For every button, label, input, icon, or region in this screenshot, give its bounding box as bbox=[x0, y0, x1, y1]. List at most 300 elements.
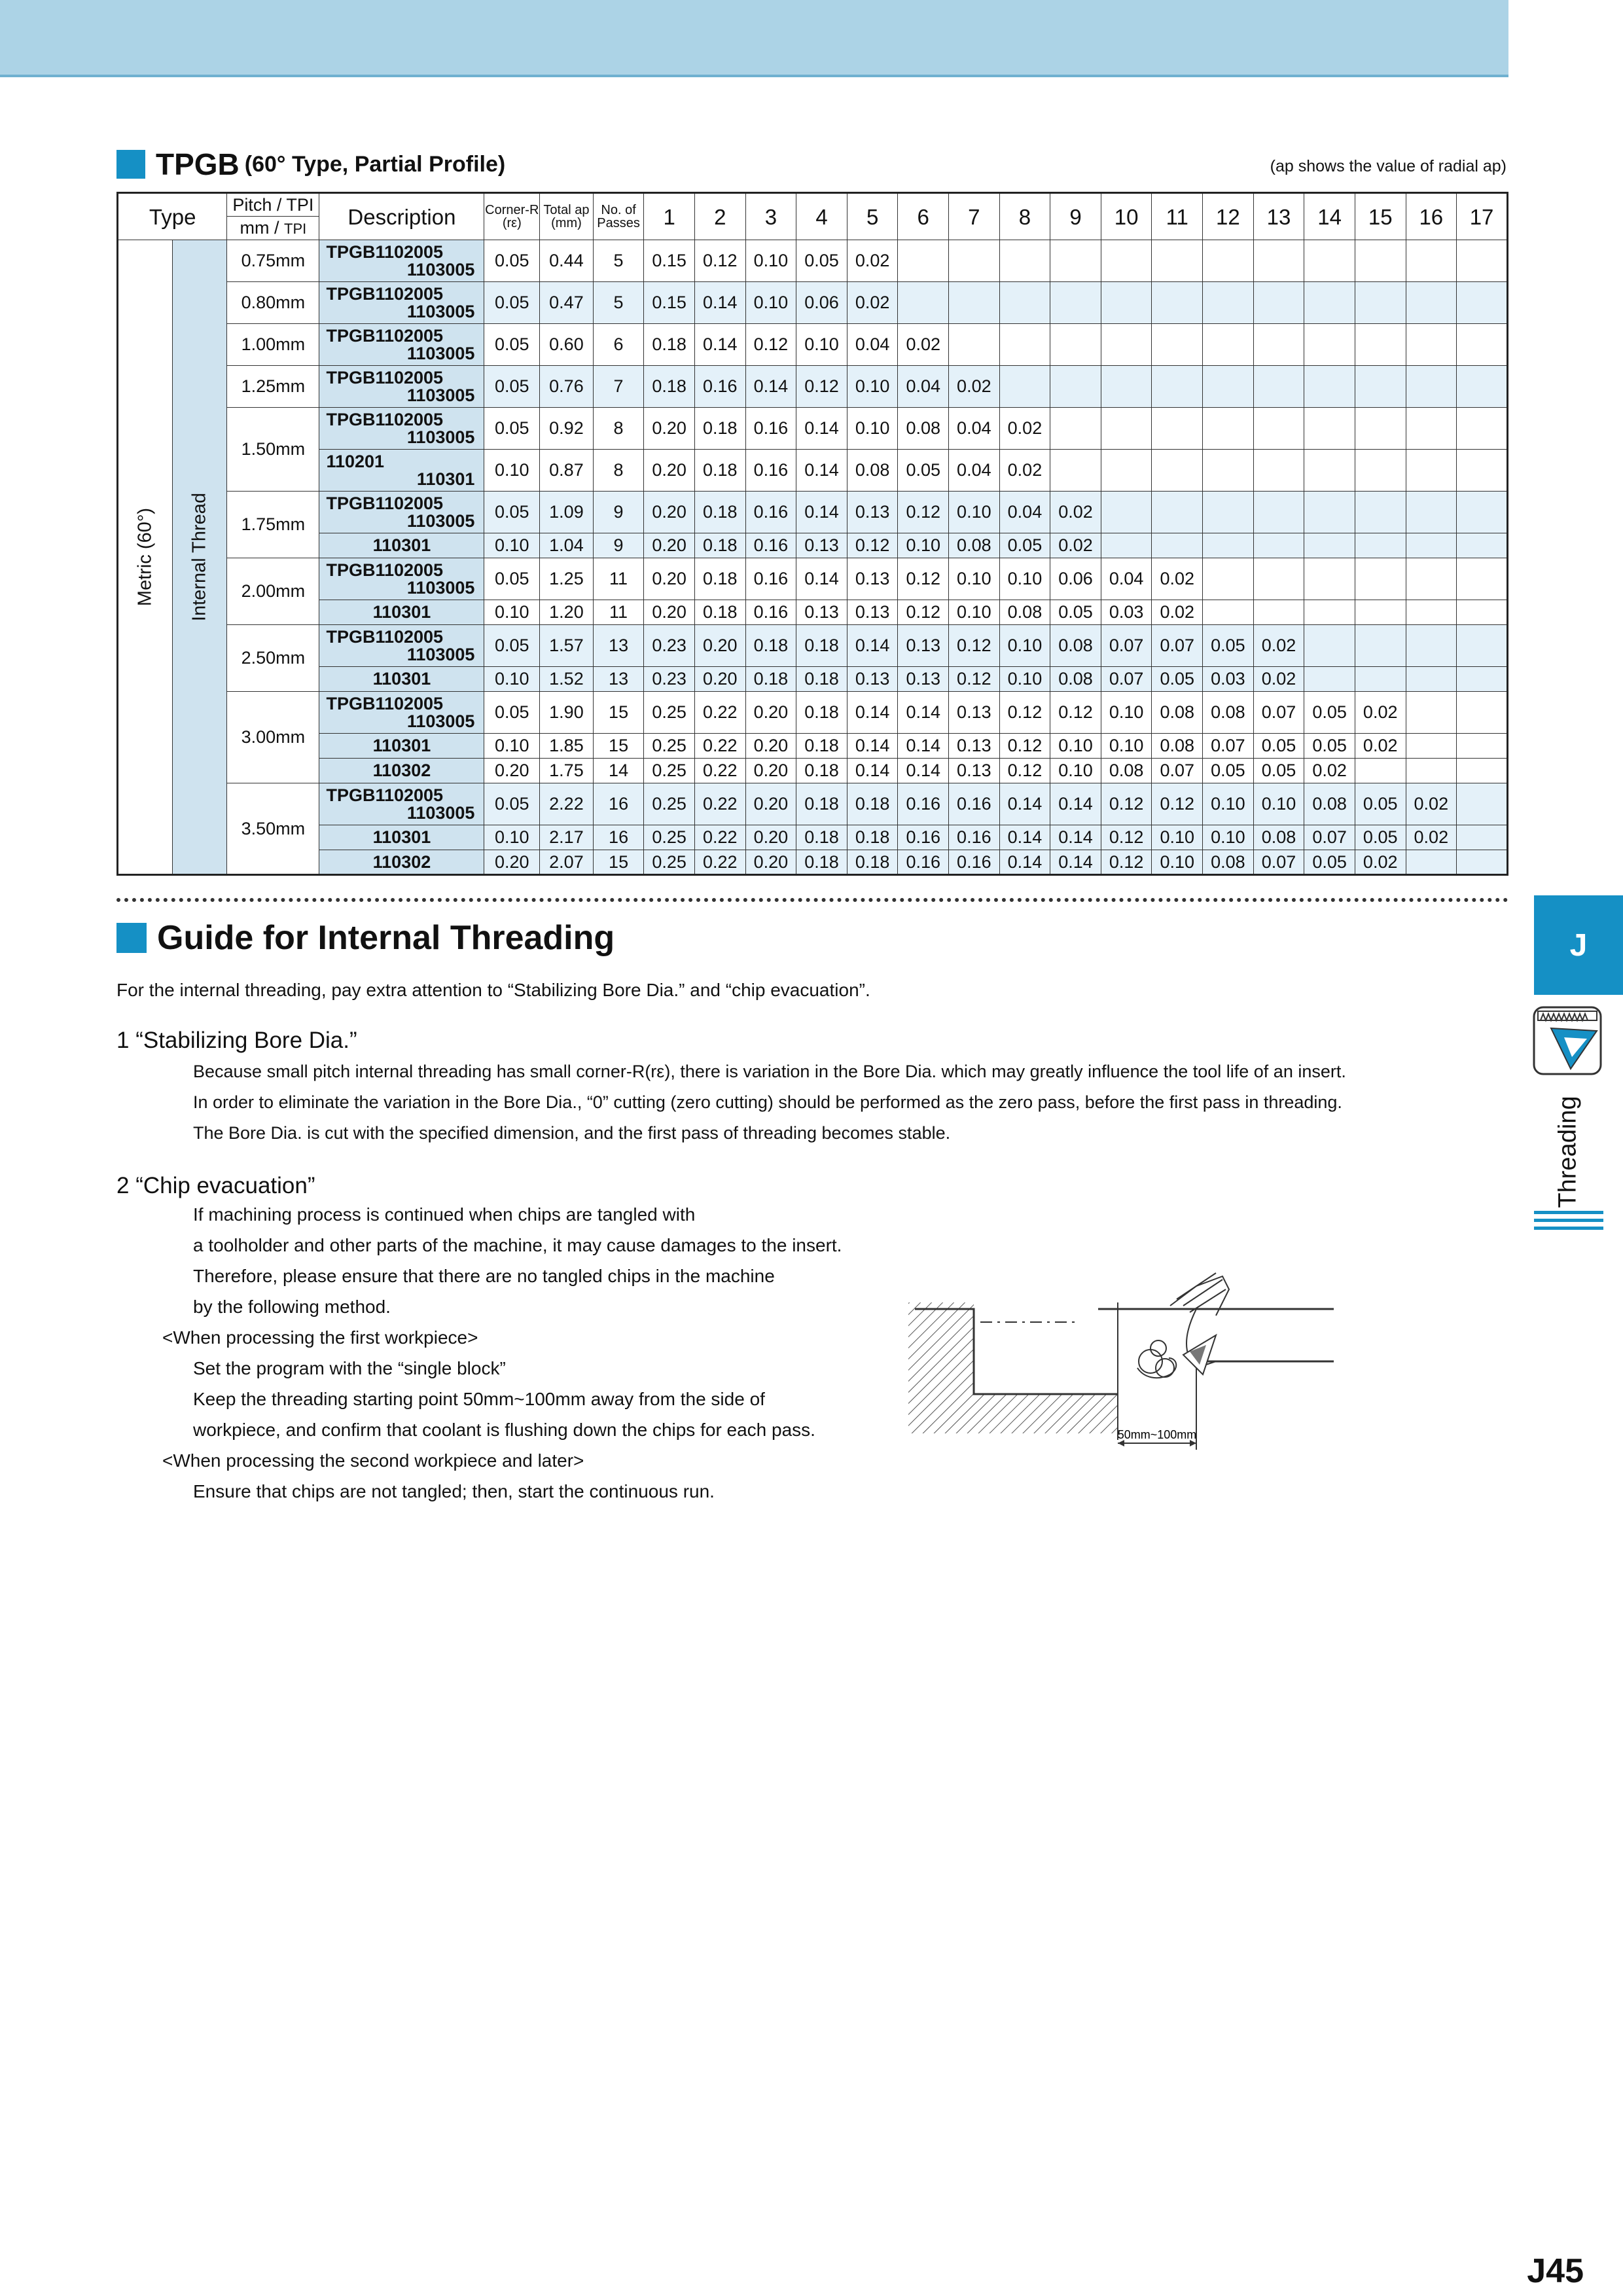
pass-value-cell: 0.12 bbox=[898, 600, 949, 625]
corner-r-cell: 0.05 bbox=[484, 492, 540, 533]
description-line2: 1103005 bbox=[406, 343, 475, 363]
total-ap-cell: 2.22 bbox=[540, 783, 594, 825]
pass-value-cell bbox=[1355, 533, 1406, 558]
type-metric-cell bbox=[118, 240, 173, 875]
chip-evacuation-diagram bbox=[908, 1270, 1334, 1466]
pass-value-cell bbox=[1203, 240, 1254, 282]
pass-value-cell: 0.14 bbox=[999, 783, 1050, 825]
pass-value-cell: 0.08 bbox=[898, 408, 949, 450]
pass-value-cell: 0.18 bbox=[847, 825, 898, 850]
passes-cell: 9 bbox=[593, 533, 644, 558]
pass-value-cell: 0.04 bbox=[1101, 558, 1152, 600]
pass-value-cell: 0.08 bbox=[847, 450, 898, 492]
corner-r-cell: 0.10 bbox=[484, 734, 540, 759]
pass-value-cell: 0.02 bbox=[949, 366, 1000, 408]
header-pass-5: 5 bbox=[847, 193, 898, 240]
pass-value-cell: 0.08 bbox=[1101, 759, 1152, 783]
pass-value-cell: 0.25 bbox=[644, 783, 695, 825]
pass-value-cell: 0.07 bbox=[1152, 625, 1203, 667]
type-internal-label: Internal Thread bbox=[188, 492, 210, 622]
pass-value-cell: 0.12 bbox=[1152, 783, 1203, 825]
guide-intro: For the internal threading, pay extra attention to “Stabilizing Bore Dia.” and “chip evacuation”. bbox=[116, 980, 870, 1000]
pass-value-cell: 0.22 bbox=[694, 692, 745, 734]
table-row bbox=[118, 492, 1508, 533]
pass-value-cell bbox=[1304, 492, 1355, 533]
pass-value-cell bbox=[1457, 667, 1508, 692]
first-workpiece-line: Keep the threading starting point 50mm~100mm away from the side of bbox=[193, 1389, 765, 1409]
pass-value-cell: 0.18 bbox=[644, 324, 695, 366]
pitch-cell: 1.50mm bbox=[227, 408, 319, 492]
header-total-ap: Total ap (mm) bbox=[540, 193, 594, 240]
pass-value-cell: 0.16 bbox=[949, 825, 1000, 850]
first-workpiece-title: <When processing the first workpiece> bbox=[162, 1327, 478, 1348]
header-pass-13: 13 bbox=[1253, 193, 1304, 240]
header-pass-4: 4 bbox=[796, 193, 847, 240]
pass-value-cell: 0.16 bbox=[898, 783, 949, 825]
pass-value-cell bbox=[1355, 282, 1406, 324]
pass-value-cell bbox=[1355, 450, 1406, 492]
pass-value-cell bbox=[1355, 240, 1406, 282]
description-cell bbox=[319, 282, 484, 324]
pass-value-cell: 0.05 bbox=[1253, 759, 1304, 783]
pass-value-cell: 0.08 bbox=[1050, 625, 1101, 667]
pass-value-cell: 0.16 bbox=[745, 492, 796, 533]
second-workpiece-line: Ensure that chips are not tangled; then, start the continuous run. bbox=[193, 1481, 715, 1501]
table-row bbox=[118, 825, 1508, 850]
first-workpiece-line: workpiece, and confirm that coolant is flushing down the chips for each pass. bbox=[193, 1420, 815, 1440]
pitch-cell: 0.75mm bbox=[227, 240, 319, 282]
description-line2: 1103005 bbox=[406, 711, 475, 731]
pass-value-cell: 0.18 bbox=[694, 450, 745, 492]
pass-value-cell: 0.18 bbox=[847, 783, 898, 825]
pass-value-cell bbox=[1050, 324, 1101, 366]
pass-value-cell: 0.16 bbox=[745, 558, 796, 600]
corner-r-cell: 0.10 bbox=[484, 825, 540, 850]
pass-value-cell: 0.20 bbox=[694, 667, 745, 692]
pass-value-cell bbox=[1304, 533, 1355, 558]
header-pass-6: 6 bbox=[898, 193, 949, 240]
pass-value-cell: 0.18 bbox=[694, 600, 745, 625]
pass-value-cell: 0.10 bbox=[1101, 692, 1152, 734]
pass-value-cell: 0.25 bbox=[644, 850, 695, 875]
total-ap-cell: 1.75 bbox=[540, 759, 594, 783]
pass-value-cell: 0.02 bbox=[1406, 825, 1457, 850]
table-row bbox=[118, 600, 1508, 625]
passes-cell: 6 bbox=[593, 324, 644, 366]
pass-value-cell bbox=[1253, 324, 1304, 366]
pass-value-cell: 0.07 bbox=[1101, 667, 1152, 692]
corner-r-cell: 0.20 bbox=[484, 850, 540, 875]
section-heading-guide bbox=[116, 918, 615, 958]
section-divider bbox=[116, 898, 1508, 902]
description-line1: TPGB1102005 bbox=[326, 626, 444, 647]
table-row bbox=[118, 324, 1508, 366]
item2-line: Therefore, please ensure that there are no tangled chips in the machine bbox=[193, 1266, 775, 1286]
pass-value-cell bbox=[1304, 450, 1355, 492]
description-line2: 1103005 bbox=[406, 577, 475, 598]
total-ap-cell: 0.76 bbox=[540, 366, 594, 408]
pass-value-cell: 0.13 bbox=[847, 558, 898, 600]
pass-value-cell bbox=[1253, 408, 1304, 450]
pass-value-cell: 0.10 bbox=[745, 240, 796, 282]
pass-value-cell bbox=[1101, 450, 1152, 492]
pass-value-cell: 0.02 bbox=[1253, 667, 1304, 692]
description-line1: TPGB1102005 bbox=[326, 560, 444, 580]
pass-value-cell: 0.12 bbox=[847, 533, 898, 558]
table-row bbox=[118, 692, 1508, 734]
pass-value-cell bbox=[1457, 408, 1508, 450]
pass-value-cell: 0.10 bbox=[1253, 783, 1304, 825]
pass-value-cell: 0.14 bbox=[898, 759, 949, 783]
description-cell bbox=[319, 240, 484, 282]
pass-value-cell bbox=[1457, 692, 1508, 734]
pass-value-cell: 0.05 bbox=[1203, 625, 1254, 667]
description-line2: 1103005 bbox=[406, 644, 475, 664]
pass-value-cell bbox=[1355, 408, 1406, 450]
pass-value-cell: 0.13 bbox=[949, 759, 1000, 783]
description-line1: TPGB1102005 bbox=[326, 325, 444, 346]
total-ap-cell: 1.52 bbox=[540, 667, 594, 692]
pass-value-cell bbox=[1304, 600, 1355, 625]
pass-value-cell: 0.16 bbox=[898, 850, 949, 875]
pass-value-cell bbox=[1457, 366, 1508, 408]
chapter-tab[interactable]: J bbox=[1534, 895, 1623, 995]
table-row bbox=[118, 759, 1508, 783]
pass-value-cell bbox=[1457, 600, 1508, 625]
passes-cell: 15 bbox=[593, 734, 644, 759]
pass-value-cell: 0.13 bbox=[796, 533, 847, 558]
pass-value-cell: 0.14 bbox=[847, 692, 898, 734]
item2-title: 2 “Chip evacuation” bbox=[116, 1173, 315, 1198]
item1-line: Because small pitch internal threading has small corner-R(rε), there is variation in the Bore Dia. which may greatly influence the tool life of an insert. bbox=[193, 1062, 1346, 1081]
description-line2: 1103005 bbox=[406, 301, 475, 321]
second-workpiece-title: <When processing the second workpiece and later> bbox=[162, 1450, 584, 1471]
pass-value-cell: 0.03 bbox=[1101, 600, 1152, 625]
pass-value-cell: 0.23 bbox=[644, 667, 695, 692]
table-row bbox=[118, 450, 1508, 492]
pass-value-cell: 0.14 bbox=[1050, 850, 1101, 875]
first-workpiece-line: Set the program with the “single block” bbox=[193, 1358, 506, 1378]
header-passes: No. of Passes bbox=[593, 193, 644, 240]
type-internal-cell bbox=[172, 240, 227, 875]
pass-value-cell: 0.18 bbox=[694, 408, 745, 450]
pass-value-cell bbox=[1406, 408, 1457, 450]
pass-value-cell: 0.05 bbox=[999, 533, 1050, 558]
pass-value-cell bbox=[1406, 558, 1457, 600]
item2-line: If machining process is continued when chips are tangled with bbox=[193, 1204, 696, 1225]
pass-value-cell: 0.05 bbox=[1253, 734, 1304, 759]
pass-value-cell: 0.05 bbox=[898, 450, 949, 492]
pass-value-cell: 0.02 bbox=[999, 450, 1050, 492]
description-cell bbox=[319, 850, 484, 875]
pass-value-cell: 0.16 bbox=[745, 450, 796, 492]
item1-line: The Bore Dia. is cut with the specified dimension, and the first pass of threading becomes stable. bbox=[193, 1123, 951, 1143]
section-subtitle: (60° Type, Partial Profile) bbox=[244, 151, 506, 177]
pass-value-cell bbox=[1152, 324, 1203, 366]
pass-value-cell bbox=[1152, 408, 1203, 450]
pass-value-cell: 0.05 bbox=[1050, 600, 1101, 625]
pass-value-cell bbox=[1355, 324, 1406, 366]
pass-value-cell bbox=[1406, 600, 1457, 625]
pass-value-cell bbox=[1050, 450, 1101, 492]
pass-value-cell bbox=[1406, 324, 1457, 366]
pass-value-cell: 0.18 bbox=[644, 366, 695, 408]
pass-value-cell bbox=[1304, 408, 1355, 450]
passes-cell: 14 bbox=[593, 759, 644, 783]
pass-value-cell: 0.12 bbox=[949, 625, 1000, 667]
header-pass-14: 14 bbox=[1304, 193, 1355, 240]
pass-value-cell: 0.22 bbox=[694, 850, 745, 875]
header-pass-16: 16 bbox=[1406, 193, 1457, 240]
pass-value-cell bbox=[1203, 450, 1254, 492]
pass-value-cell: 0.18 bbox=[796, 625, 847, 667]
total-ap-cell: 1.57 bbox=[540, 625, 594, 667]
pass-value-cell bbox=[1203, 600, 1254, 625]
pass-value-cell: 0.18 bbox=[796, 850, 847, 875]
item2-line: by the following method. bbox=[193, 1297, 391, 1317]
pass-value-cell bbox=[1406, 850, 1457, 875]
passes-cell: 15 bbox=[593, 692, 644, 734]
header-type: Type bbox=[118, 193, 227, 240]
pass-value-cell bbox=[1203, 324, 1254, 366]
pass-value-cell bbox=[1457, 783, 1508, 825]
pitch-cell: 3.50mm bbox=[227, 783, 319, 875]
corner-r-cell: 0.05 bbox=[484, 240, 540, 282]
pass-value-cell: 0.12 bbox=[999, 734, 1050, 759]
pass-value-cell bbox=[1050, 282, 1101, 324]
pass-value-cell bbox=[1050, 408, 1101, 450]
pass-value-cell bbox=[1253, 533, 1304, 558]
description-cell bbox=[319, 825, 484, 850]
pass-value-cell bbox=[1457, 825, 1508, 850]
pass-value-cell bbox=[1304, 667, 1355, 692]
pass-value-cell: 0.22 bbox=[694, 825, 745, 850]
header-pass-2: 2 bbox=[694, 193, 745, 240]
corner-r-cell: 0.10 bbox=[484, 667, 540, 692]
pass-value-cell: 0.05 bbox=[1355, 825, 1406, 850]
pass-value-cell: 0.10 bbox=[1050, 759, 1101, 783]
pass-value-cell bbox=[898, 282, 949, 324]
pass-value-cell: 0.16 bbox=[898, 825, 949, 850]
pass-value-cell: 0.10 bbox=[999, 667, 1050, 692]
description-line1: TPGB1102005 bbox=[326, 242, 444, 262]
pass-value-cell: 0.12 bbox=[745, 324, 796, 366]
pass-value-cell bbox=[999, 282, 1050, 324]
header-pass-7: 7 bbox=[949, 193, 1000, 240]
table-row bbox=[118, 408, 1508, 450]
pass-value-cell: 0.08 bbox=[1203, 850, 1254, 875]
pass-value-cell bbox=[1203, 282, 1254, 324]
pass-value-cell: 0.10 bbox=[796, 324, 847, 366]
pass-value-cell: 0.10 bbox=[745, 282, 796, 324]
corner-r-cell: 0.05 bbox=[484, 366, 540, 408]
pass-value-cell: 0.02 bbox=[1355, 734, 1406, 759]
pass-value-cell: 0.20 bbox=[745, 850, 796, 875]
pass-value-cell: 0.14 bbox=[898, 692, 949, 734]
pass-value-cell: 0.07 bbox=[1304, 825, 1355, 850]
pass-value-cell bbox=[1457, 625, 1508, 667]
pass-value-cell: 0.02 bbox=[999, 408, 1050, 450]
pass-value-cell: 0.08 bbox=[1050, 667, 1101, 692]
pass-value-cell: 0.07 bbox=[1203, 734, 1254, 759]
description-code: 110301 bbox=[372, 736, 431, 755]
pass-value-cell: 0.05 bbox=[1152, 667, 1203, 692]
pass-value-cell bbox=[1203, 558, 1254, 600]
distance-label: 50mm~100mm bbox=[1117, 1428, 1197, 1441]
pass-value-cell: 0.02 bbox=[1152, 600, 1203, 625]
pass-value-cell: 0.06 bbox=[796, 282, 847, 324]
header-description: Description bbox=[319, 193, 484, 240]
pass-value-cell: 0.10 bbox=[999, 558, 1050, 600]
pass-value-cell bbox=[1355, 759, 1406, 783]
top-banner bbox=[0, 0, 1508, 77]
header-pass-9: 9 bbox=[1050, 193, 1101, 240]
pass-value-cell: 0.10 bbox=[949, 492, 1000, 533]
pass-value-cell bbox=[1253, 600, 1304, 625]
pass-value-cell: 0.13 bbox=[898, 667, 949, 692]
pass-value-cell: 0.12 bbox=[949, 667, 1000, 692]
description-line1: TPGB1102005 bbox=[326, 493, 444, 513]
corner-r-cell: 0.05 bbox=[484, 625, 540, 667]
description-code: 110301 bbox=[372, 827, 431, 847]
type-metric-label: Metric (60°) bbox=[134, 507, 156, 607]
pass-value-cell bbox=[1050, 366, 1101, 408]
table-body bbox=[118, 240, 1508, 875]
table-row bbox=[118, 734, 1508, 759]
pass-value-cell bbox=[999, 240, 1050, 282]
pass-value-cell: 0.12 bbox=[1101, 825, 1152, 850]
pass-value-cell: 0.20 bbox=[745, 734, 796, 759]
pass-value-cell: 0.20 bbox=[745, 783, 796, 825]
total-ap-cell: 0.92 bbox=[540, 408, 594, 450]
pass-value-cell: 0.14 bbox=[1050, 825, 1101, 850]
page-number: J45 bbox=[1527, 2252, 1584, 2290]
description-cell bbox=[319, 366, 484, 408]
pass-value-cell: 0.07 bbox=[1253, 692, 1304, 734]
pass-value-cell: 0.10 bbox=[898, 533, 949, 558]
pass-value-cell: 0.12 bbox=[1101, 783, 1152, 825]
corner-r-cell: 0.05 bbox=[484, 408, 540, 450]
pass-value-cell: 0.10 bbox=[1101, 734, 1152, 759]
pass-value-cell: 0.18 bbox=[745, 625, 796, 667]
table-row bbox=[118, 366, 1508, 408]
pass-value-cell: 0.15 bbox=[644, 282, 695, 324]
passes-cell: 16 bbox=[593, 783, 644, 825]
pass-value-cell bbox=[1406, 759, 1457, 783]
pass-value-cell bbox=[949, 324, 1000, 366]
section-heading-tpgb bbox=[116, 147, 505, 182]
table-row bbox=[118, 625, 1508, 667]
pass-value-cell: 0.13 bbox=[949, 692, 1000, 734]
pass-value-cell: 0.22 bbox=[694, 759, 745, 783]
table-row bbox=[118, 667, 1508, 692]
total-ap-cell: 2.17 bbox=[540, 825, 594, 850]
pitch-cell: 1.00mm bbox=[227, 324, 319, 366]
pass-value-cell: 0.04 bbox=[898, 366, 949, 408]
pass-value-cell: 0.02 bbox=[1304, 759, 1355, 783]
description-line2: 110301 bbox=[416, 469, 475, 489]
pass-value-cell: 0.12 bbox=[999, 759, 1050, 783]
pass-value-cell: 0.14 bbox=[999, 850, 1050, 875]
total-ap-cell: 1.85 bbox=[540, 734, 594, 759]
description-line1: TPGB1102005 bbox=[326, 785, 444, 805]
pass-value-cell: 0.18 bbox=[847, 850, 898, 875]
pass-value-cell: 0.05 bbox=[1304, 734, 1355, 759]
pitch-cell: 3.00mm bbox=[227, 692, 319, 783]
passes-cell: 16 bbox=[593, 825, 644, 850]
corner-r-cell: 0.20 bbox=[484, 759, 540, 783]
pass-value-cell bbox=[1457, 759, 1508, 783]
pass-value-cell bbox=[1253, 282, 1304, 324]
pass-value-cell: 0.07 bbox=[1253, 850, 1304, 875]
pass-value-cell: 0.12 bbox=[898, 492, 949, 533]
pass-value-cell: 0.14 bbox=[796, 408, 847, 450]
pass-value-cell bbox=[999, 324, 1050, 366]
pitch-cell: 0.80mm bbox=[227, 282, 319, 324]
pass-value-cell: 0.18 bbox=[694, 492, 745, 533]
description-code: 110301 bbox=[372, 602, 431, 622]
pass-value-cell: 0.22 bbox=[694, 783, 745, 825]
pass-value-cell: 0.18 bbox=[796, 667, 847, 692]
pass-value-cell bbox=[1152, 533, 1203, 558]
pass-value-cell: 0.10 bbox=[1203, 825, 1254, 850]
pass-value-cell bbox=[1406, 734, 1457, 759]
pass-value-cell bbox=[1304, 366, 1355, 408]
pass-value-cell: 0.18 bbox=[694, 533, 745, 558]
total-ap-cell: 2.07 bbox=[540, 850, 594, 875]
table-row bbox=[118, 533, 1508, 558]
header-pass-3: 3 bbox=[745, 193, 796, 240]
pass-value-cell: 0.14 bbox=[847, 625, 898, 667]
pass-value-cell: 0.04 bbox=[999, 492, 1050, 533]
pitch-cell: 2.00mm bbox=[227, 558, 319, 625]
pass-value-cell bbox=[1457, 558, 1508, 600]
corner-r-cell: 0.05 bbox=[484, 783, 540, 825]
pass-value-cell bbox=[949, 282, 1000, 324]
pass-value-cell: 0.07 bbox=[1101, 625, 1152, 667]
pass-value-cell bbox=[1101, 408, 1152, 450]
threading-data-table bbox=[116, 192, 1508, 876]
pass-value-cell: 0.07 bbox=[1152, 759, 1203, 783]
pass-value-cell: 0.12 bbox=[898, 558, 949, 600]
description-cell bbox=[319, 600, 484, 625]
pass-value-cell: 0.10 bbox=[847, 366, 898, 408]
corner-r-cell: 0.05 bbox=[484, 324, 540, 366]
pass-value-cell: 0.13 bbox=[949, 734, 1000, 759]
pass-value-cell: 0.08 bbox=[949, 533, 1000, 558]
pass-value-cell: 0.25 bbox=[644, 734, 695, 759]
pass-value-cell: 0.14 bbox=[694, 282, 745, 324]
pass-value-cell: 0.15 bbox=[644, 240, 695, 282]
pass-value-cell bbox=[1457, 282, 1508, 324]
pass-value-cell: 0.13 bbox=[847, 492, 898, 533]
pass-value-cell: 0.18 bbox=[796, 783, 847, 825]
pass-value-cell: 0.06 bbox=[1050, 558, 1101, 600]
pass-value-cell bbox=[1203, 408, 1254, 450]
pass-value-cell: 0.25 bbox=[644, 825, 695, 850]
item1-title: 1 “Stabilizing Bore Dia.” bbox=[116, 1028, 357, 1053]
pass-value-cell: 0.22 bbox=[694, 734, 745, 759]
description-line2: 1103005 bbox=[406, 385, 475, 405]
pass-value-cell: 0.02 bbox=[847, 240, 898, 282]
pass-value-cell bbox=[1101, 492, 1152, 533]
total-ap-cell: 1.20 bbox=[540, 600, 594, 625]
pass-value-cell bbox=[1355, 625, 1406, 667]
corner-r-cell: 0.10 bbox=[484, 450, 540, 492]
pass-value-cell: 0.10 bbox=[1050, 734, 1101, 759]
pass-value-cell: 0.14 bbox=[796, 558, 847, 600]
passes-cell: 5 bbox=[593, 240, 644, 282]
